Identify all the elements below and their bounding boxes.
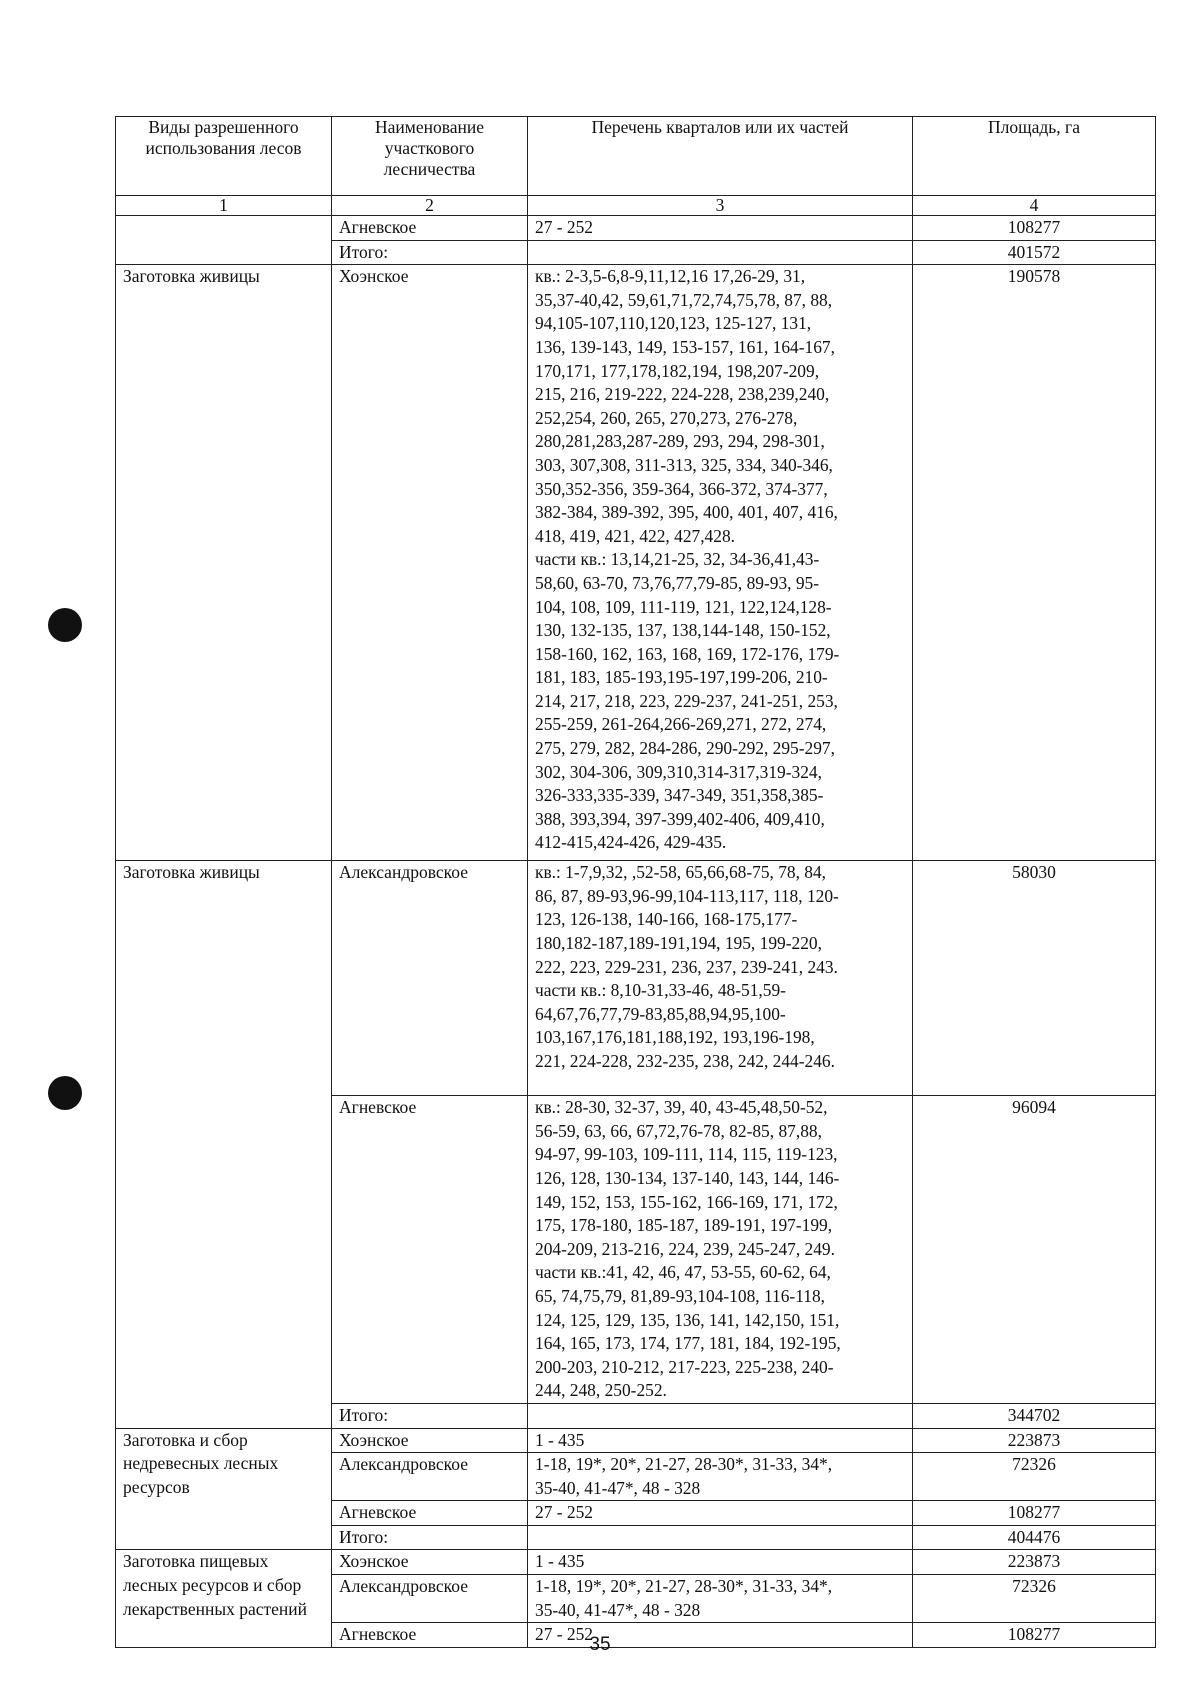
area-cell: 404476 xyxy=(913,1525,1156,1550)
area-cell: 72326 xyxy=(913,1453,1156,1501)
page-number: 35 xyxy=(589,1634,611,1655)
quarters-cell: кв.: 28-30, 32-37, 39, 40, 43-45,48,50-52, 56-59, 63, 66, 67,72,76-78, 82-85, 87,88, 94-97, 99-103, 109-111, 114, 115, 119-123, 126, 128, 130-134, 137-140, 143, 144, 146- 149, 152, 153, 155-162, 166-169, 171, 172, 175, 178-180, 185-187, 189-191, 197-199, 204-209, 213-216, 224, 239, 245-247, 249. части кв.:41, 42, 46, 47, 53-55, 60-62, 64, 65, 74,75,79, 81,89-93,104-108, 116-118, 124, 125, 129, 135, 136, 141, 142,150, 151, 164, 165, 173, 174, 177, 181, 184, 192-195, 200-203, 210-212, 217-223, 225-238, 240- 244, 248, 250-252. xyxy=(528,1096,913,1404)
forestry-cell: Александровское xyxy=(332,861,528,1096)
use-type-cell: Заготовка пищевых лесных ресурсов и сбор лекарственных растений xyxy=(116,1550,332,1647)
area-cell: 96094 xyxy=(913,1096,1156,1404)
table-row xyxy=(116,1428,1156,1453)
header-quarters-list: Перечень кварталов или их частей xyxy=(528,117,913,196)
area-cell: 401572 xyxy=(913,240,1156,265)
use-type-cell: Заготовка живицы xyxy=(116,861,332,1428)
area-cell: 344702 xyxy=(913,1403,1156,1428)
forestry-cell: Александровское xyxy=(332,1453,528,1501)
column-number: 3 xyxy=(528,196,913,216)
quarters-cell: 27 - 252 xyxy=(528,1501,913,1526)
column-number: 2 xyxy=(332,196,528,216)
header-forestry-name: Наименование участкового лесничества xyxy=(332,117,528,196)
quarters-cell: 1-18, 19*, 20*, 21-27, 28-30*, 31-33, 34*, 35-40, 41-47*, 48 - 328 xyxy=(528,1453,913,1501)
forestry-cell: Агневское xyxy=(332,1623,528,1648)
forestry-cell: Хоэнское xyxy=(332,1550,528,1575)
quarters-cell: кв.: 1-7,9,32, ,52-58, 65,66,68-75, 78, 84, 86, 87, 89-93,96-99,104-113,117, 118, 120- 123, 126-138, 140-166, 168-175,177- 180,182-187,189-191,194, 195, 199-220, 222, 223, 229-231, 236, 237, 239-241, 243. части кв.: 8,10-31,33-46, 48-51,59- 64,67,76,77,79-83,85,88,94,95,100- 103,167,176,181,188,192, 193,196-198, 221, 224-228, 232-235, 238, 242, 244-246. xyxy=(528,861,913,1096)
forestry-cell: Итого: xyxy=(332,240,528,265)
use-type-cell xyxy=(116,216,332,265)
quarters-cell: 27 - 252 xyxy=(528,216,913,241)
forestry-cell: Агневское xyxy=(332,216,528,241)
use-type-cell: Заготовка живицы xyxy=(116,265,332,861)
forestry-cell: Хоэнское xyxy=(332,1428,528,1453)
area-cell: 223873 xyxy=(913,1550,1156,1575)
quarters-cell: кв.: 2-3,5-6,8-9,11,12,16 17,26-29, 31, 35,37-40,42, 59,61,71,72,74,75,78, 87, 88, 94,105-107,110,120,123, 125-127, 131, 136, 139-143, 149, 153-157, 161, 164-167, 170,171, 177,178,182,194, 198,207-209, 215, 216, 219-222, 224-228, 238,239,240, 252,254, 260, 265, 270,273, 276-278, 280,281,283,287-289, 293, 294, 298-301, 303, 307,308, 311-313, 325, 334, 340-346, 350,352-356, 359-364, 366-372, 374-377, 382-384, 389-392, 395, 400, 401, 407, 416, 418, 419, 421, 422, 427,428. части кв.: 13,14,21-25, 32, 34-36,41,43- 58,60, 63-70, 73,76,77,79-85, 89-93, 95- 104, 108, 109, 111-119, 121, 122,124,128- 130, 132-135, 137, 138,144-148, 150-152, 158-160, 162, 163, 168, 169, 172-176, 179- 181, 183, 185-193,195-197,199-206, 210- 214, 217, 218, 223, 229-237, 241-251, 253, 255-259, 261-264,266-269,271, 272, 274, 275, 279, 282, 284-286, 290-292, 295-297, 302, 304-306, 309,310,314-317,319-324, 326-333,335-339, 347-349, 351,358,385- 388, 393,394, 397-399,402-406, 409,410, 412-415,424-426, 429-435. xyxy=(528,265,913,861)
quarters-cell: 27 - 252 xyxy=(528,1623,913,1648)
table-row xyxy=(116,861,1156,1096)
forestry-cell: Агневское xyxy=(332,1096,528,1404)
area-cell: 108277 xyxy=(913,1501,1156,1526)
table-row xyxy=(116,216,1156,241)
forestry-cell: Хоэнское xyxy=(332,265,528,861)
quarters-cell: 1-18, 19*, 20*, 21-27, 28-30*, 31-33, 34*, 35-40, 41-47*, 48 - 328 xyxy=(528,1575,913,1623)
area-cell: 108277 xyxy=(913,216,1156,241)
column-number-row xyxy=(116,196,1156,216)
forestry-cell: Агневское xyxy=(332,1501,528,1526)
area-cell: 58030 xyxy=(913,861,1156,1096)
punch-hole-lower xyxy=(48,1076,82,1110)
quarters-cell xyxy=(528,1403,913,1428)
forest-use-table xyxy=(115,116,1156,1648)
table-row xyxy=(116,265,1156,861)
table-header-row xyxy=(116,117,1156,196)
quarters-cell: 1 - 435 xyxy=(528,1550,913,1575)
area-cell: 223873 xyxy=(913,1428,1156,1453)
header-area: Площадь, га xyxy=(913,117,1156,196)
quarters-cell xyxy=(528,1525,913,1550)
quarters-cell xyxy=(528,240,913,265)
table-row xyxy=(116,1550,1156,1575)
column-number: 1 xyxy=(116,196,332,216)
area-cell: 72326 xyxy=(913,1575,1156,1623)
area-cell: 108277 xyxy=(913,1623,1156,1648)
forestry-cell: Александровское xyxy=(332,1575,528,1623)
quarters-cell: 1 - 435 xyxy=(528,1428,913,1453)
punch-hole-upper xyxy=(48,608,82,642)
area-cell: 190578 xyxy=(913,265,1156,861)
column-number: 4 xyxy=(913,196,1156,216)
use-type-cell: Заготовка и сбор недревесных лесных ресурсов xyxy=(116,1428,332,1550)
forestry-cell: Итого: xyxy=(332,1525,528,1550)
header-use-type: Виды разрешенного использования лесов xyxy=(116,117,332,196)
forestry-cell: Итого: xyxy=(332,1403,528,1428)
